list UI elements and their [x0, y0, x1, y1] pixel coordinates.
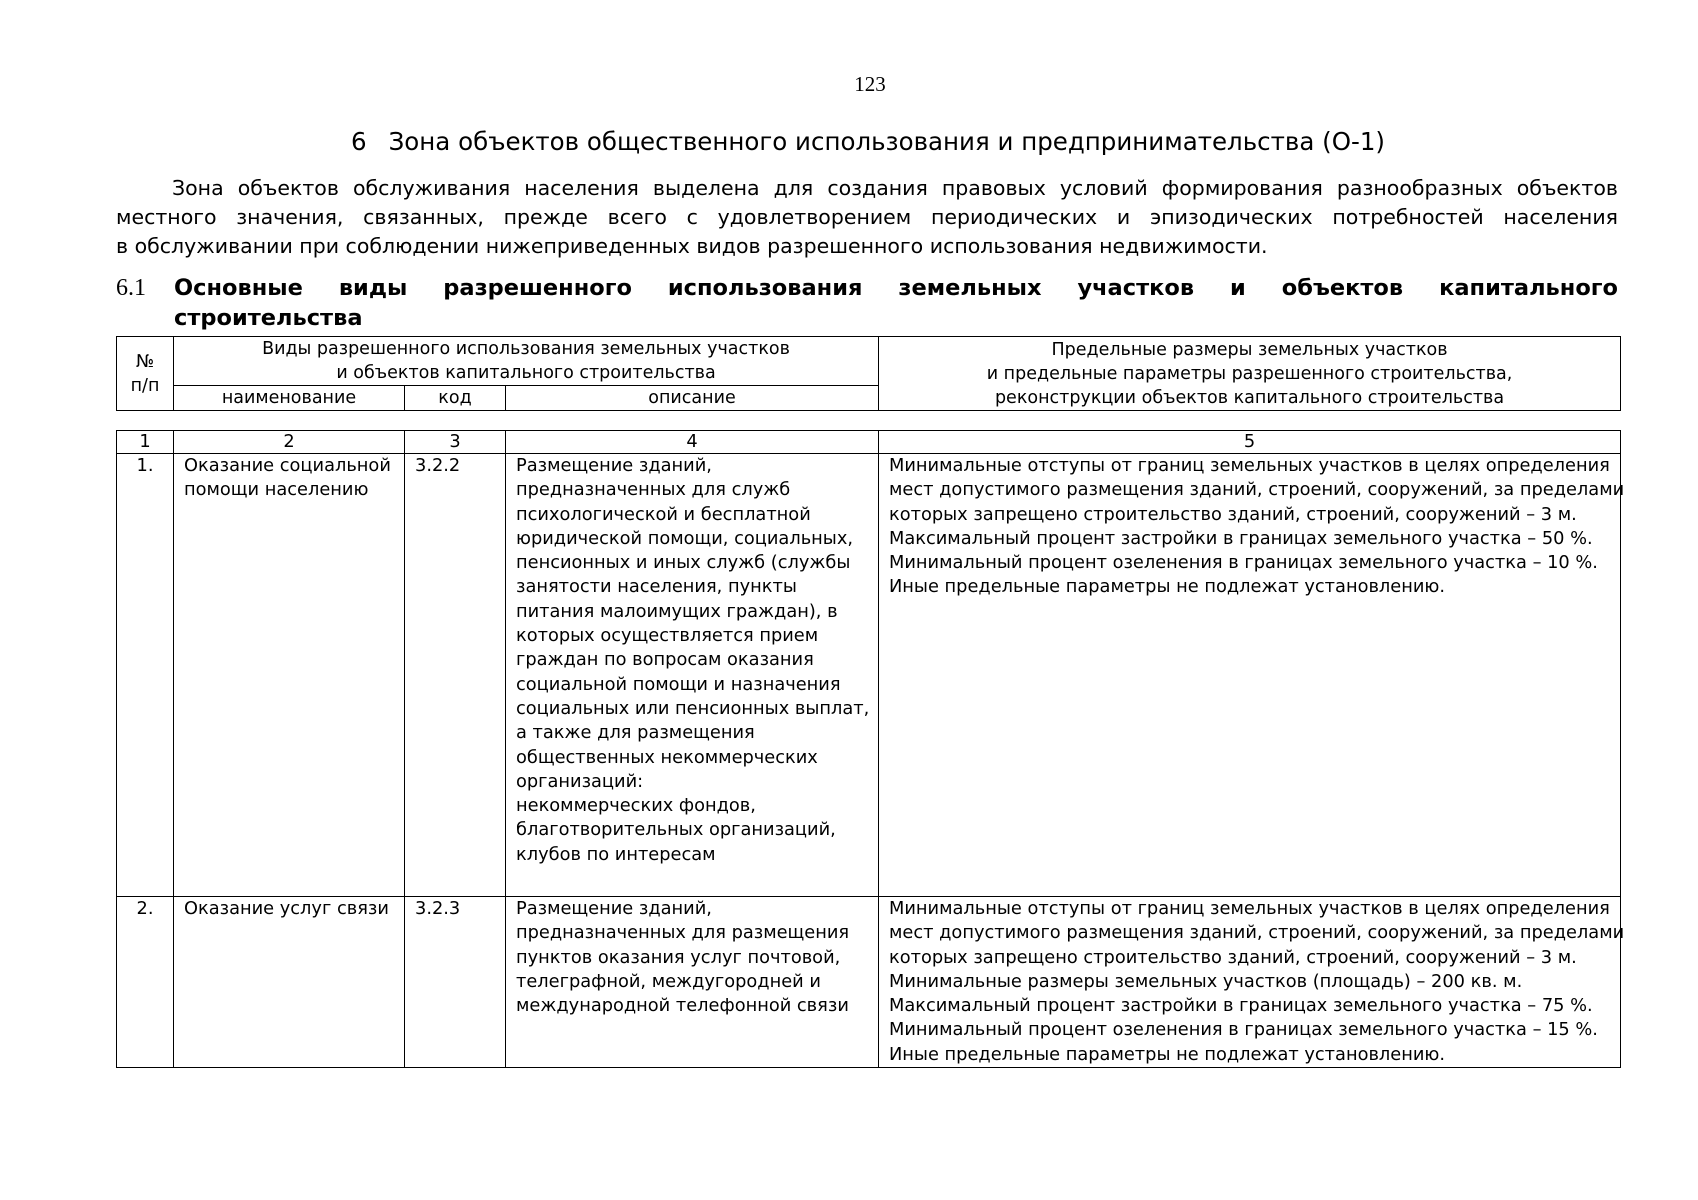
header-limits-label: и предельные параметры разрешенного строительства,	[986, 363, 1513, 384]
parameter-line: Иные предельные параметры не подлежат установлению.	[889, 576, 1446, 598]
parameter-line: Иные предельные параметры не подлежат установлению.	[889, 1043, 1446, 1065]
header-usage-group	[174, 337, 879, 386]
description-line: граждан по вопросам оказания	[516, 649, 814, 671]
parameter-line: Минимальные отступы от границ земельных участков в целях определения	[889, 455, 1610, 476]
header-number-column	[117, 337, 174, 411]
usage-description	[506, 897, 879, 1068]
usage-description	[506, 454, 879, 897]
description-line: юридической помощи, социальных,	[516, 527, 854, 549]
usage-name-line: помощи населению	[184, 479, 369, 501]
header-name-column: наименование	[174, 386, 405, 411]
parameter-line: Минимальный процент озеленения в границах земельного участка – 15 %.	[889, 1019, 1598, 1041]
usage-name	[174, 454, 405, 897]
column-index: 1	[117, 431, 174, 454]
column-index-row	[117, 431, 1621, 454]
column-index: 4	[506, 431, 879, 454]
limit-parameters	[879, 454, 1625, 897]
subsection-title-line: Основные виды разрешенного использования земельных участков и объектов капитального	[174, 275, 1618, 301]
column-index: 2	[174, 431, 405, 454]
description-line: которых осуществляется прием	[516, 625, 819, 647]
row-number: 1.	[117, 454, 174, 897]
parameter-line: Максимальный процент застройки в границах земельного участка – 50 %.	[889, 527, 1593, 549]
parameter-line: Минимальные отступы от границ земельных участков в целях определения	[889, 898, 1610, 919]
usage-name-line: Оказание социальной	[184, 455, 391, 476]
description-line: пунктов оказания услуг почтовой,	[516, 946, 841, 968]
description-line: общественных некоммерческих	[516, 746, 818, 768]
section-number: 6	[351, 127, 367, 156]
description-line: клубов по интересам	[516, 843, 716, 865]
intro-paragraph	[116, 174, 1618, 261]
subsection-title-line: строительства	[174, 305, 363, 331]
intro-line: Зона объектов обслуживания населения выделена для создания правовых условий формирования разнообразных объектов	[172, 176, 1618, 200]
parameter-line: Максимальный процент застройки в границах земельного участка – 75 %.	[889, 995, 1593, 1017]
parameter-line: Минимальные размеры земельных участков (площадь) – 200 кв. м.	[889, 970, 1523, 992]
description-line: благотворительных организаций,	[516, 819, 836, 841]
table-row	[117, 454, 1621, 897]
description-line: организаций:	[516, 770, 644, 792]
row-number: 2.	[117, 897, 174, 1068]
table-row	[117, 897, 1621, 1068]
description-line: предназначенных для размещения	[516, 922, 850, 944]
intro-line: в обслуживании при соблюдении нижеприведенных видов разрешенного использования недвижимости.	[116, 234, 1268, 258]
description-line: некоммерческих фондов,	[516, 795, 756, 817]
usage-name-line: Оказание услуг связи	[184, 898, 389, 919]
description-line: пенсионных и иных служб (службы	[516, 552, 851, 574]
table-header	[116, 336, 1621, 411]
parameter-line: мест допустимого размещения зданий, строений, сооружений, за пределами	[889, 922, 1625, 944]
parameter-line: Минимальный процент озеленения в границах земельного участка – 10 %.	[889, 552, 1598, 574]
header-number-label: п/п	[130, 375, 160, 396]
section-title	[116, 127, 1620, 156]
column-index: 5	[879, 431, 1621, 454]
description-line: Размещение зданий,	[516, 455, 712, 476]
usage-code: 3.2.2	[405, 454, 506, 897]
header-number-label: №	[135, 351, 155, 372]
description-line: а также для размещения	[516, 722, 755, 744]
header-limits-column	[879, 337, 1621, 411]
subsection-title	[174, 273, 1618, 333]
header-usage-group-label: и объектов капитального строительства	[336, 363, 716, 383]
description-line: телеграфной, междугородней и	[516, 970, 821, 992]
parameter-line: которых запрещено строительство зданий, строений, сооружений – 3 м.	[889, 503, 1577, 525]
usage-name	[174, 897, 405, 1068]
description-line: занятости населения, пункты	[516, 576, 797, 598]
description-line: предназначенных для служб	[516, 479, 791, 501]
description-line: социальных или пенсионных выплат,	[516, 697, 870, 719]
column-index: 3	[405, 431, 506, 454]
description-line: Размещение зданий,	[516, 898, 712, 919]
description-line: питания малоимущих граждан), в	[516, 600, 838, 622]
header-limits-label: реконструкции объектов капитального строительства	[994, 387, 1505, 408]
header-description-column: описание	[506, 386, 879, 411]
parameter-line: которых запрещено строительство зданий, строений, сооружений – 3 м.	[889, 946, 1577, 968]
header-code-column: код	[405, 386, 506, 411]
usage-table	[116, 430, 1625, 1068]
limit-parameters	[879, 897, 1625, 1068]
parameter-line: мест допустимого размещения зданий, строений, сооружений, за пределами	[889, 479, 1625, 501]
subsection-number: 6.1	[116, 275, 146, 301]
subsection-heading	[116, 273, 1618, 333]
usage-code: 3.2.3	[405, 897, 506, 1068]
section-title-text: Зона объектов общественного использования и предпринимательства (О-1)	[388, 127, 1385, 156]
page-number: 123	[854, 72, 886, 96]
intro-line: местного значения, связанных, прежде всего с удовлетворением периодических и эпизодических потребностей населения	[116, 205, 1618, 229]
header-limits-label: Предельные размеры земельных участков	[1051, 339, 1448, 360]
description-line: социальной помощи и назначения	[516, 673, 841, 695]
description-line: психологической и бесплатной	[516, 503, 811, 525]
description-line: международной телефонной связи	[516, 995, 849, 1017]
header-usage-group-label: Виды разрешенного использования земельных участков	[262, 339, 790, 359]
